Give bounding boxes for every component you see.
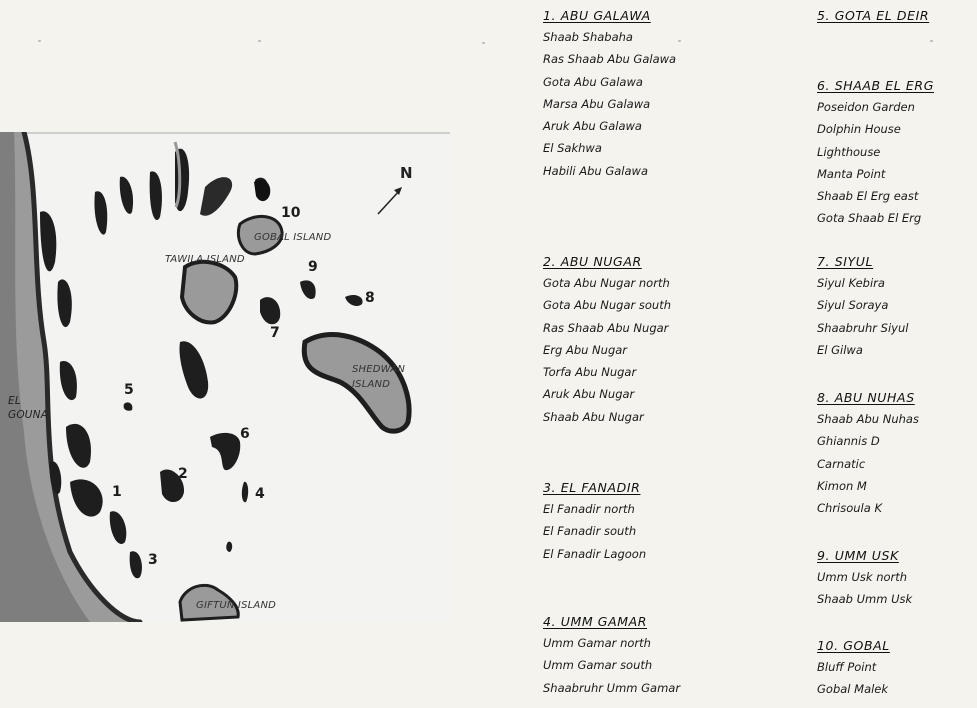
site-item: Aruk Abu Galawa: [543, 119, 642, 134]
paper-speck: [678, 40, 681, 42]
marker-8: 8: [365, 290, 375, 306]
site-item: Dolphin House: [817, 122, 901, 137]
site-item: El Fanadir Lagoon: [543, 546, 647, 561]
label-shedwan-island: SHEDWAN ISLAND: [352, 364, 405, 390]
site-item: Kimon M: [817, 478, 867, 493]
site-list: [817, 96, 977, 230]
site-item: Ras Shaab Abu Galawa: [543, 52, 677, 67]
marker-2: 2: [178, 466, 188, 482]
site-item: Lighthouse: [817, 144, 881, 159]
site-item: El Fanadir north: [543, 502, 635, 516]
site-item: Ras Shaab Abu Nugar: [543, 320, 669, 335]
site-item: Gota Abu Nugar south: [543, 298, 672, 313]
site-item: Bluff Point: [817, 660, 877, 674]
site-group-5: [817, 8, 977, 26]
site-group-3: [543, 480, 713, 565]
site-item: Shaabruhr Umm Gamar: [543, 680, 681, 695]
dive-site-map: [0, 132, 450, 622]
site-title: 6. SHAAB EL ERG: [817, 78, 934, 93]
site-group-4: [543, 614, 713, 699]
site-group-8: [817, 390, 977, 519]
site-group-2: [543, 254, 713, 428]
site-list: [543, 632, 713, 699]
site-group-6: [817, 78, 977, 230]
site-title: 1. ABU GALAWA: [543, 8, 651, 23]
site-item: Shaab Shabaha: [543, 30, 633, 44]
site-item: Poseidon Garden: [817, 100, 915, 114]
site-item: Siyul Kebira: [817, 276, 885, 290]
site-list: [817, 272, 977, 361]
marker-9: 9: [308, 259, 318, 275]
site-list: [543, 498, 713, 565]
label-tawila-island: TAWILA ISLAND: [165, 254, 245, 265]
site-item: Habili Abu Galawa: [543, 163, 648, 178]
marker-1: 1: [112, 484, 122, 500]
site-item: Umm Gamar south: [543, 658, 653, 673]
site-title: 8. ABU NUHAS: [817, 390, 915, 405]
site-item: Shaab Abu Nugar: [543, 409, 644, 424]
paper-speck: [930, 40, 933, 42]
marker-10: 10: [281, 205, 301, 221]
site-item: Manta Point: [817, 166, 886, 181]
paper-speck: [38, 40, 41, 42]
site-list: [817, 656, 977, 701]
marker-5: 5: [124, 382, 134, 398]
site-item: Gobal Malek: [817, 682, 889, 697]
site-item: El Gilwa: [817, 342, 863, 357]
site-item: Gota Abu Galawa: [543, 74, 643, 89]
site-item: Siyul Soraya: [817, 298, 889, 313]
site-group-9: [817, 548, 977, 611]
label-el-gouna: EL GOUNA: [8, 395, 49, 421]
site-item: El Sakhwa: [543, 141, 602, 156]
site-item: Shaab Abu Nuhas: [817, 412, 919, 426]
north-label: N: [400, 164, 413, 182]
site-item: Erg Abu Nugar: [543, 342, 628, 357]
site-group-7: [817, 254, 977, 361]
label-gobal-island: GOBAL ISLAND: [254, 232, 332, 243]
site-group-10: [817, 638, 977, 701]
site-item: Shaab El Erg east: [817, 189, 919, 204]
site-title: 7. SIYUL: [817, 254, 874, 269]
marker-6: 6: [240, 426, 250, 442]
site-item: Umm Gamar north: [543, 636, 651, 650]
site-item: Gota Abu Nugar north: [543, 276, 670, 290]
site-item: Gota Shaab El Erg: [817, 211, 922, 226]
site-title: 3. EL FANADIR: [543, 480, 641, 495]
site-item: Shaab Umm Usk: [817, 592, 913, 607]
site-title: 5. GOTA EL DEIR: [817, 8, 930, 23]
site-list: [817, 408, 977, 519]
site-title: 10. GOBAL: [817, 638, 890, 653]
site-item: Torfa Abu Nugar: [543, 365, 637, 380]
paper-speck: [258, 40, 261, 42]
site-item: El Fanadir south: [543, 524, 637, 539]
site-item: Umm Usk north: [817, 570, 908, 584]
site-item: Chrisoula K: [817, 501, 882, 516]
site-item: Aruk Abu Nugar: [543, 387, 635, 402]
site-group-1: [543, 8, 713, 182]
site-list: [543, 26, 713, 182]
marker-4: 4: [255, 486, 265, 502]
site-item: Marsa Abu Galawa: [543, 96, 651, 111]
site-list: [817, 566, 977, 611]
site-title: 9. UMM USK: [817, 548, 899, 563]
label-giftun-island: GIFTUN ISLAND: [196, 600, 277, 611]
site-title: 4. UMM GAMAR: [543, 614, 648, 629]
site-title: 2. ABU NUGAR: [543, 254, 642, 269]
tawila-island: [182, 262, 236, 323]
site-item: Shaabruhr Siyul: [817, 320, 909, 335]
marker-3: 3: [148, 552, 158, 568]
site-list: [543, 272, 713, 428]
site-item: Ghiannis D: [817, 434, 880, 449]
marker-7: 7: [270, 325, 280, 341]
paper-speck: [482, 42, 485, 44]
site-item: Carnatic: [817, 456, 866, 471]
